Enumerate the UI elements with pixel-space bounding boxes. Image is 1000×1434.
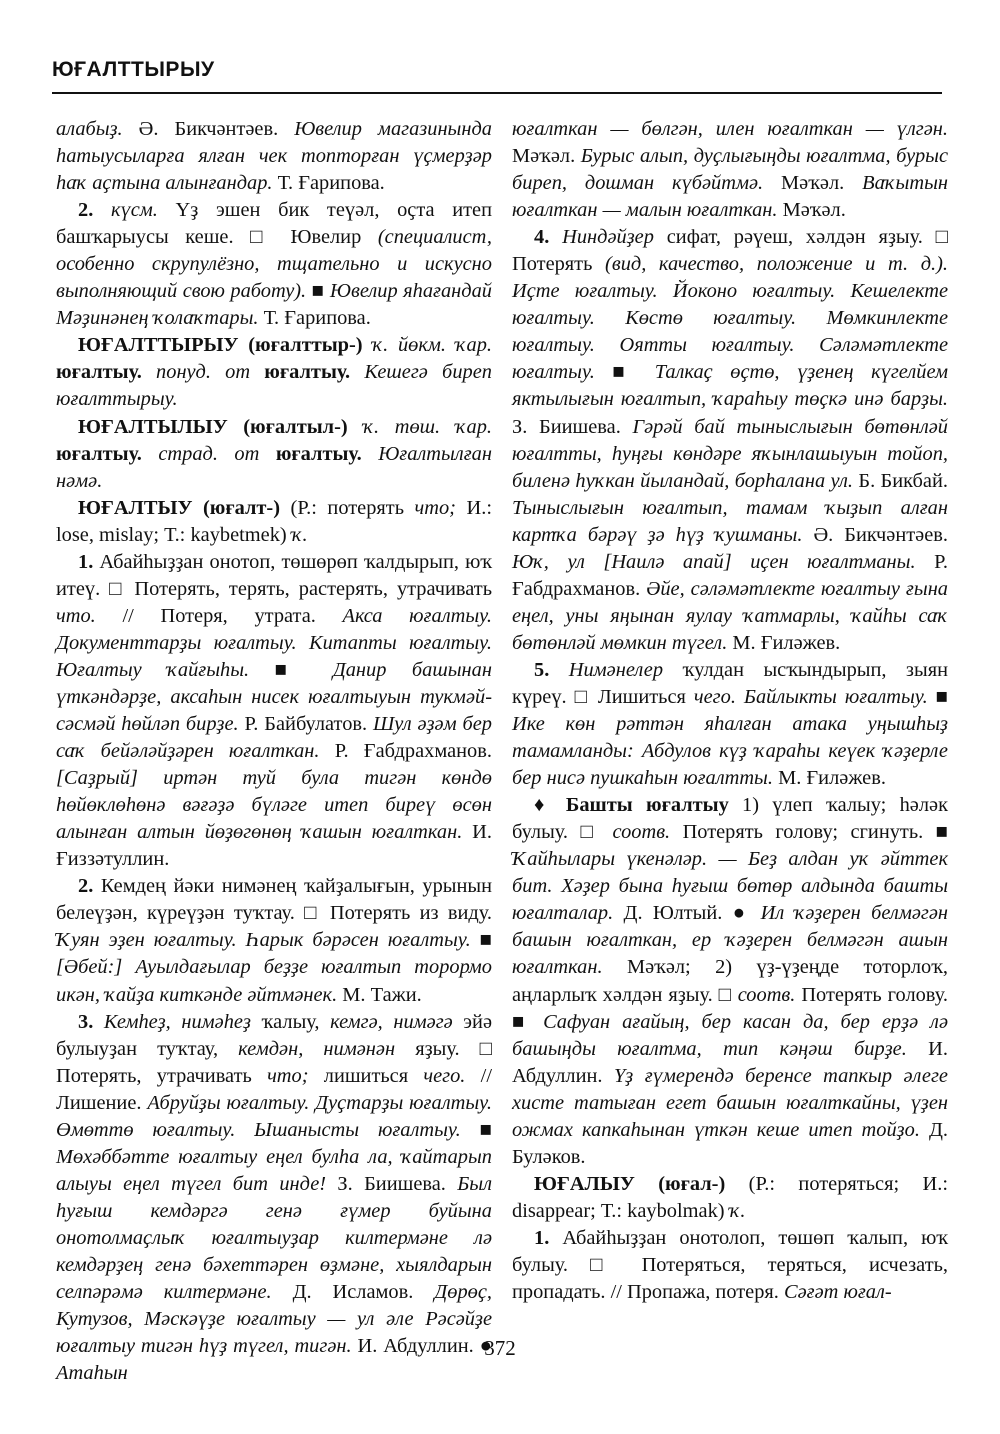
running-head: ЮҒАЛТТЫРЫУ: [52, 58, 215, 81]
dictionary-paragraph: 2. Кемдең йәки нимәнең ҡайҙалығын, урынын белеүҙән, күреүҙән туҡтау. □ Потерять из виду. Ҡуян эҙен юғалтыу. Һарык бәрәсен юғалтыу. ■ [Әбей:] Ауылдағылар беҙҙе юғалтып торормо икән, ҡайҙа киткәнде әйтмәнек. М. Тажи.: [56, 875, 492, 1006]
dictionary-paragraph: 2. күсм. Үҙ эшен бик теүәл, оҫта итеп башҡарыусы кеше. □ Ювелир (специалист, особенно скрупулёзно, тщательно и искусно выполняющий свою работу). ■ Ювелир яһағандай Мәҙинәнең ҡолаҡтары. Т. Ғарипова.: [56, 199, 492, 330]
left-column: [56, 116, 492, 1387]
dictionary-paragraph: юғалткан — бөлгән, илен юғалткан — үлгән. Мәҡәл. Бурыс алып, дуҫлығыңды юғалтма, бурыс биреп, дошман күбәйтмә. Мәҡәл. Ваҡытын юғалткан — малын юғалткан. Мәҡәл.: [512, 118, 948, 222]
page-number: 372: [484, 1336, 516, 1360]
dictionary-paragraph: ЮҒАЛТЫУ (юғалт-) (Р.: потерять что; И.: lose, mislay; Т.: kaybetmek) ҡ.: [56, 496, 492, 546]
dictionary-paragraph: 3. Кемһеҙ, нимәһеҙ ҡалыу, кемгә, нимәгә эйә булыуҙан туҡтау, кемдән, нимәнән яҙыу. □ Потерять, утрачивать что; лишиться чего. // Лишение. Абруйҙы юғалтыу. Дуҫтарҙы юғалтыу. Өмөттө юғалтыу. Ышанысты юғалтыу. ■ Мөхәббәтте юғалтыу еңел булһа ла, ҡайтарып алыуы еңел түгел бит инде! З. Биишева. Был һуғыш кемдәргә генә ғүмер буйына онотолмаҫлыҡ юғалтыуҙар килтермәне лә кемдәрҙең генә бәхеттәрен өҙмәне, хыялдарын селпәрәмә килтермәне. Д. Исламов. Дөрөҫ, Кутузов, Мәскәүҙе юғалтыу — ул әле Рәсәйҙе юғалтыу тигән һүҙ түгел, тигән. И. Абдуллин. ● Атаһын: [56, 1010, 493, 1385]
header-rule: [52, 92, 942, 94]
dictionary-paragraph: 1. Абайһыҙҙан онотолоп, төшөп ҡалып, юҡ булыу. □ Потеряться, теряться, исчезать, пропадать. // Пропажа, потеря. Сәғәт юғал-: [512, 1226, 948, 1304]
dictionary-paragraph: ЮҒАЛТЫЛЫУ (юғалтыл-) ҡ. төш. ҡар. юғалтыу. страд. от юғалтыу. Юғалтылған нәмә.: [56, 415, 492, 492]
dictionary-paragraph: ЮҒАЛТТЫРЫУ (юғалттыр-) ҡ. йөкм. ҡар. юғалтыу. понуд. от юғалтыу. Кешегә биреп юғалттырыу.: [56, 334, 492, 411]
dictionary-paragraph: алабыҙ. Ә. Бикчәнтәев. Ювелир магазинында һатыусыларға ялған чек топторған үҫмерҙәр һаҡ аҫтына алынғандар. Т. Ғарипова.: [56, 118, 492, 195]
dictionary-paragraph: ЮҒАЛЫУ (юғал-) (Р.: потеряться; И.: disappear; Т.: kaybolmak) ҡ.: [512, 1172, 948, 1222]
dictionary-paragraph: ♦ Башты юғалтыу 1) үлеп ҡалыу; һәләк булыу. □ соотв. Потерять голову; сгинуть. ■ Ҡайһылары үкенәләр. — Беҙ алдан уҡ әйттек бит. Хәҙер бына һуғыш бөтөр алдында башты юғалталар. Д. Юлтый. ● Ил ҡәҙерен белмәгән башын юғалткан, ер ҡәҙерен белмәгән ашын юғалткан. Мәҡәл; 2) үҙ-үҙеңде тоторлоҡ, аңларлыҡ хәлдән яҙыу. □ соотв. Потерять голову. ■ Сафуан ағайың, бер касан да, бер ерҙә лә башыңды юғалтма, тип кәңәш бирҙе. И. Абдуллин. Үҙ ғүмерендә беренсе тапкыр әлеге хисте татыған егет башын юғалткайны, үҙен ожмах капкаһынан үткән кеше итеп тойҙо. Д. Буләков.: [512, 794, 949, 1168]
right-column: [512, 116, 948, 1306]
dictionary-paragraph: 4. Ниндәйҙер сифат, рәүеш, хәлдән яҙыу. □ Потерять (вид, качество, положение и т. д.). Иҫте юғалтыу. Йоконо юғалтыу. Кешелекте юғалтыу. Көстө юғалтыу. Мөмкинлекте юғалтыу. Оятты юғалтыу. Сәләмәтлекте юғалтыу. ■ Талкаҫ өҫтө, үҙенең күгелйем яктылығын юғалтып, ҡараһыу төҫкә инә барҙы. З. Биишева. Гәрәй бай тыныслығын бөтөнләй юғалтты, һуңғы көндәре яҡынлашыуын тойоп, биленә һуҡкан йыландай, борһалана ул. Б. Бикбай. Тыныслығын юғалтып, тамам ҡыҙып алған картҡа бәрәү ҙә һүҙ ҡушманы. Ә. Бикчәнтәев. Юҡ, ул [Наилә апай] иҫен юғалтманы. Р. Ғабдрахманов. Әйе, сәләмәтлекте юғалтыу ғына еңел, уны яңынан яулау ҡатмарлы, ҡайһы саҡ бөтөнләй мөмкин түгел. М. Ғиләжев.: [512, 226, 949, 654]
dictionary-paragraph: 5. Нимәнелер ҡулдан ысҡындырып, зыян күреү. □ Лишиться чего. Байлыкты юғалтыу. ■ Ике көн рәттән яһалған атака уңышһыҙ тамамланды: Абдулов күҙ ҡараһы кеүек ҡәҙерле бер нисә пушкаһын юғалтты. М. Ғиләжев.: [512, 658, 948, 790]
dictionary-paragraph: 1. Абайһыҙҙан онотоп, төшөрөп ҡалдырып, юҡ итеү. □ Потерять, терять, растерять, утрачивать что. // Потеря, утрата. Акса юғалтыу. Документтарҙы юғалтыу. Китапты юғалтыу. Юғалтыу ҡайғыһы. ■ Данир башынан үткәндәрҙе, аксаһын нисек юғалтыуын тукмәй-сәсмәй һөйләп бирҙе. Р. Байбулатов. Шул әҙәм бер саҡ бейәләйҙәрен юғалткан. Р. Ғабдрахманов. [Саҙрый] иртән туй була тигән көндө һөйөклөһөнә вәғәҙә бүләге итеп биреү өсөн алынған алтын йөҙөгөнөң ҡашын юғалткан. И. Ғиззәтуллин.: [56, 550, 493, 871]
